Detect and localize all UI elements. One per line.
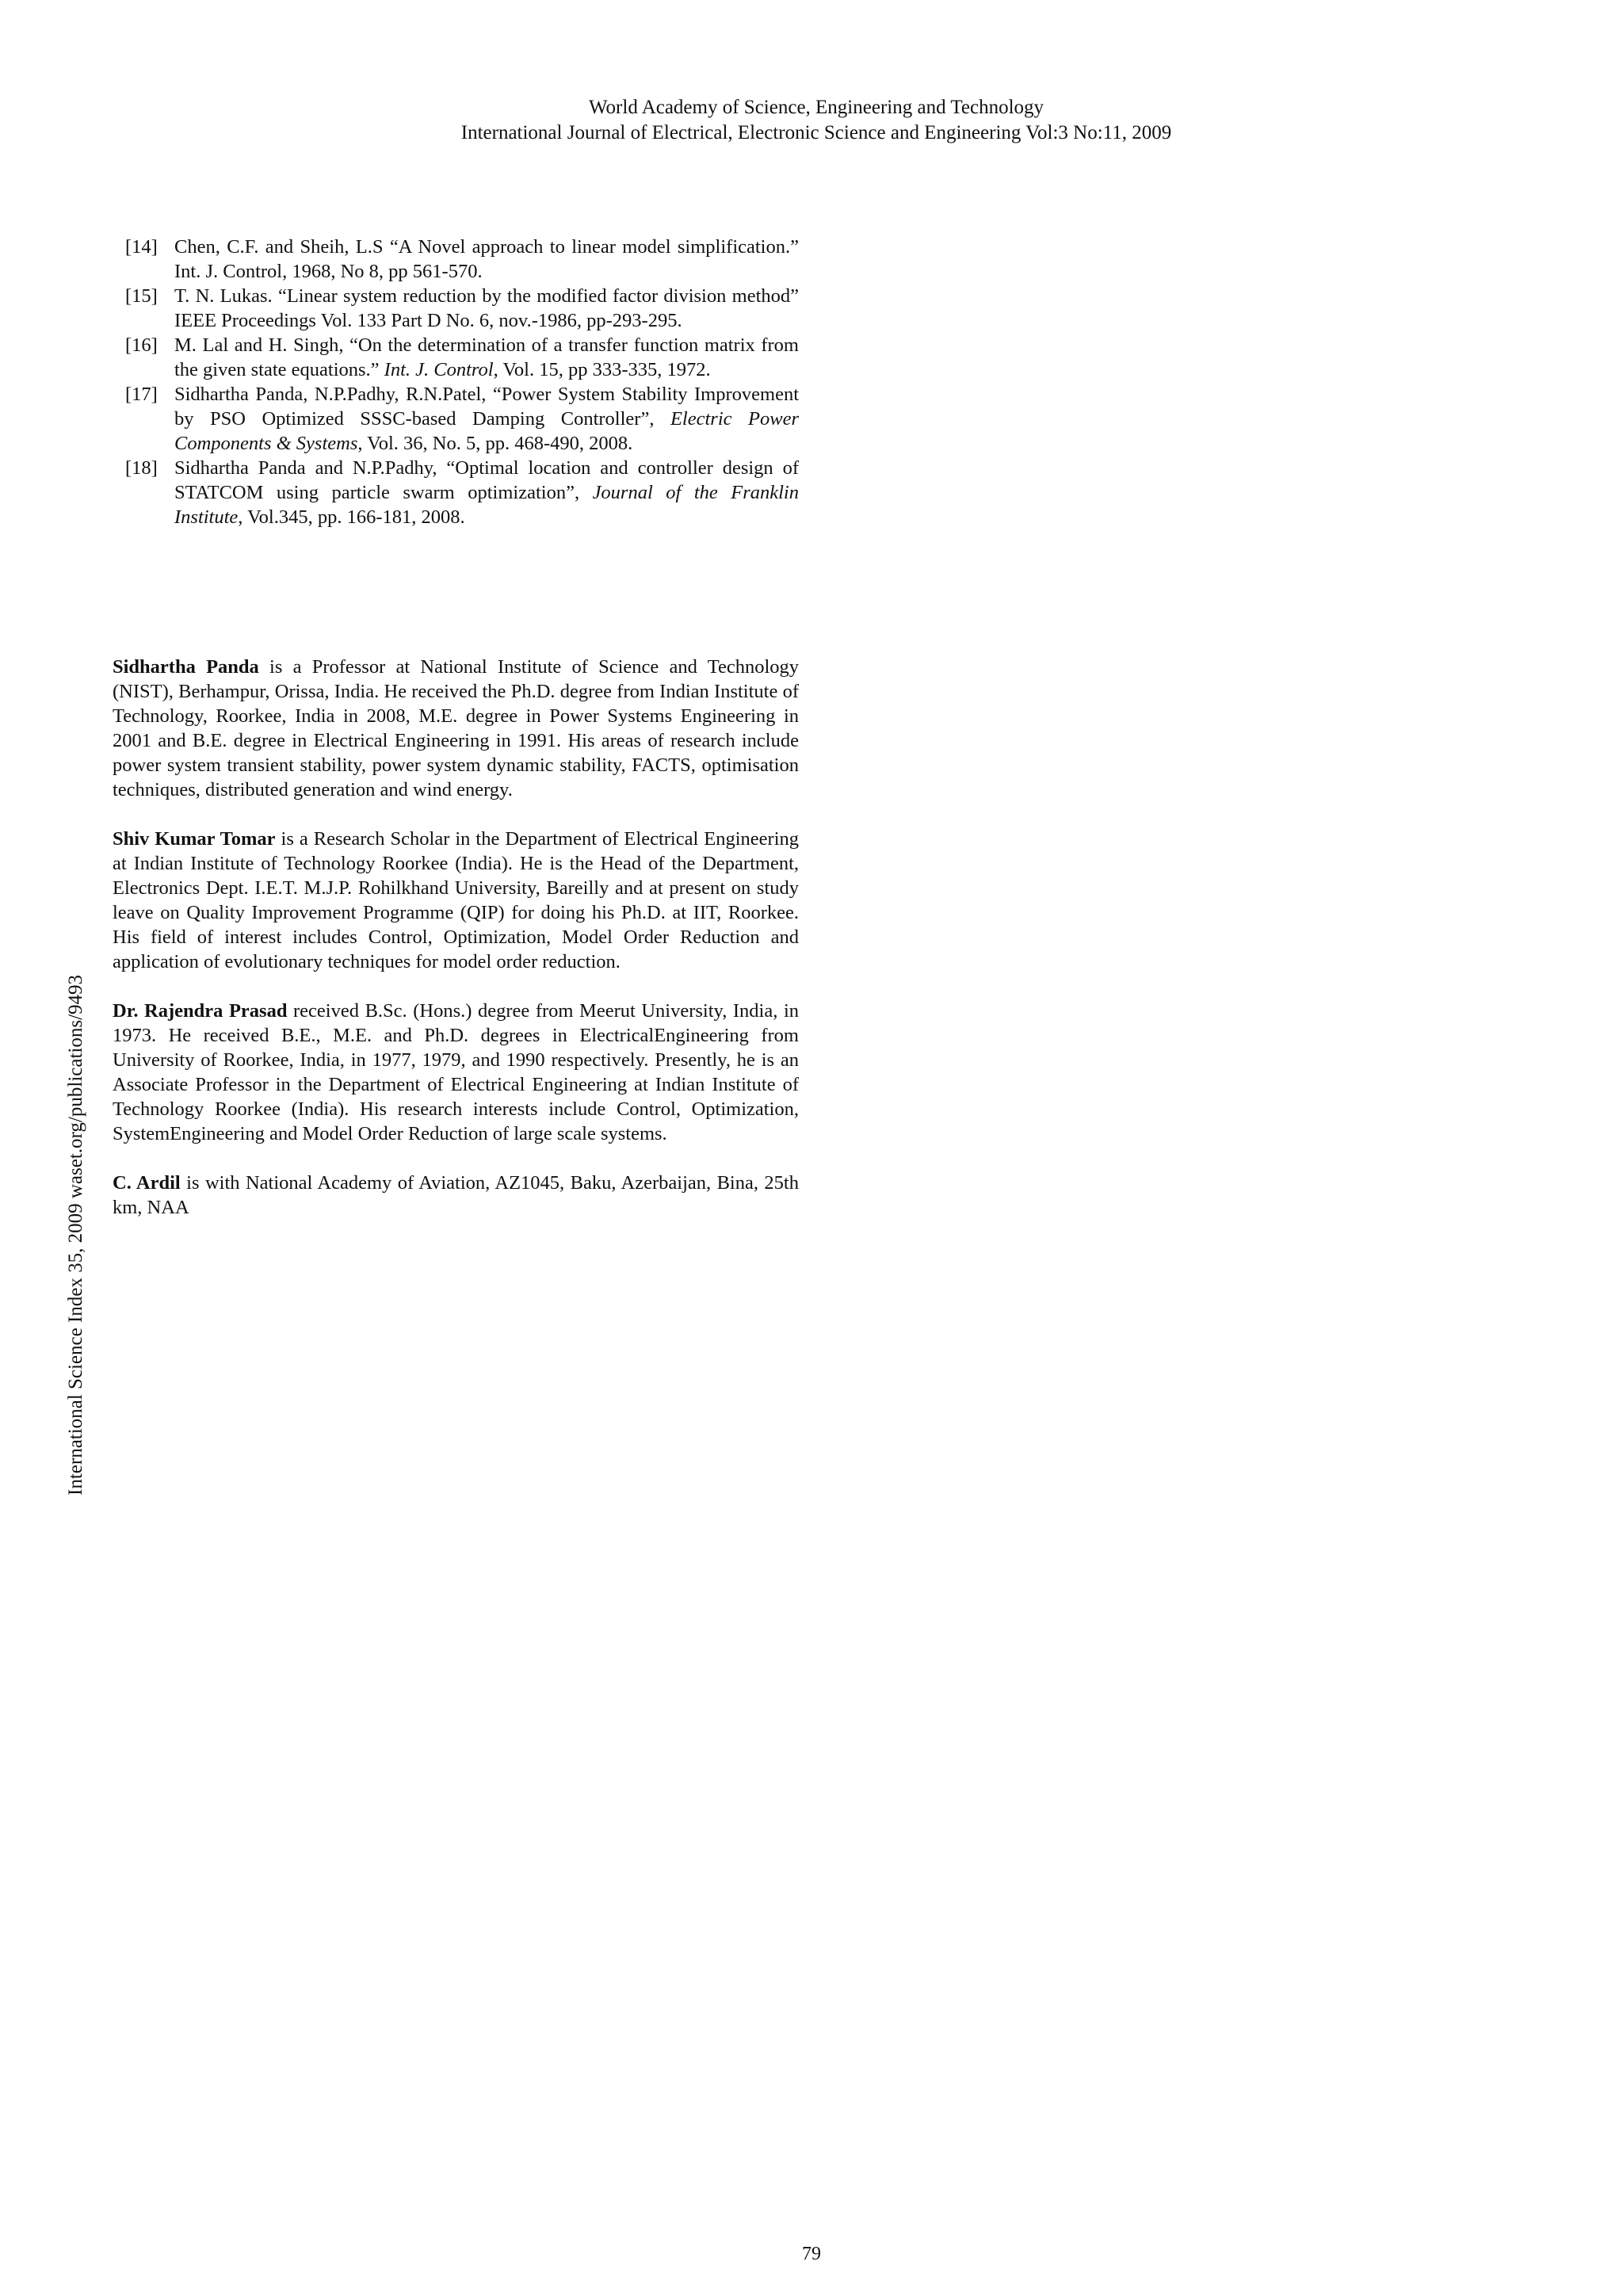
reference-text: Chen, C.F. and Sheih, L.S “A Novel approach to linear model simplification.” Int. J. Control, 1968, No 8, pp 561-570. [174, 236, 799, 282]
reference-item [113, 382, 799, 456]
reference-number: [15] [125, 285, 158, 307]
author-bio [113, 999, 799, 1146]
author-name: Dr. Rajendra Prasad [113, 1000, 288, 1022]
reference-text-part: , Vol.345, pp. 166-181, 2008. [238, 506, 465, 528]
author-bio-text: is a Professor at National Institute of Science and Technology (NIST), Berhampur, Orissa, India. He received the Ph.D. degree from Indian Institute of Technology, Roorkee, India in 2008, M.E. degree in Power Systems Engineering in 2001 and B.E. degree in Electrical Engineering in 1991. His areas of research include power system transient stability, power system dynamic stability, FACTS, optimisation techniques, distributed generation and wind energy. [113, 656, 799, 800]
author-name: Sidhartha Panda [113, 656, 259, 678]
reference-journal: Journal of the Franklin Institute [174, 482, 799, 528]
reference-item [113, 456, 799, 529]
reference-text [174, 457, 799, 528]
reference-journal: Electric Power Components & Systems [174, 408, 799, 454]
reference-number: [14] [125, 236, 158, 258]
author-bio-text: is a Research Scholar in the Department of Electrical Engineering at Indian Institute of Technology Roorkee (India). He is the Head of the Department, Electronics Dept. I.E.T. M.J.P. Rohilkhand University, Bareilly and at present on study leave on Quality Improvement Programme (QIP) for doing his Ph.D. at IIT, Roorkee. His field of interest includes Control, Optimization, Model Order Reduction and application of evolutionary techniques for model order reduction. [113, 828, 800, 972]
reference-text [174, 384, 799, 454]
reference-text [174, 334, 799, 380]
author-bio [113, 655, 799, 802]
reference-text-part: , Vol. 15, pp 333-335, 1972. [493, 359, 711, 380]
reference-text-part: , Vol. 36, No. 5, pp. 468-490, 2008. [357, 433, 633, 454]
author-bio-text: received B.Sc. (Hons.) degree from Meerut University, India, in 1973. He received B.E., M.E. and Ph.D. degrees in ElectricalEngineering from University of Roorkee, India, in 1977, 1979, and 1990 respectively. Presently, he is an Associate Professor in the Department of Electrical Engineering at Indian Institute of Technology Roorkee (India). His research interests include Control, Optimization, SystemEngineering and Model Order Reduction of large scale systems. [113, 1000, 799, 1144]
reference-item [113, 235, 799, 284]
reference-item [113, 333, 799, 382]
header-publisher: World Academy of Science, Engineering and Technology [588, 97, 1044, 118]
author-name: C. Ardil [113, 1172, 181, 1194]
author-bio-text: is with National Academy of Aviation, AZ1045, Baku, Azerbaijan, Bina, 25th km, NAA [113, 1172, 799, 1218]
reference-journal: Int. J. Control [384, 359, 494, 380]
reference-text: T. N. Lukas. “Linear system reduction by the modified factor division method” IEEE Proceedings Vol. 133 Part D No. 6, nov.-1986, pp-293-295. [174, 285, 799, 331]
reference-item [113, 284, 799, 333]
reference-number: [17] [125, 384, 158, 405]
references-list [113, 235, 799, 529]
reference-number: [16] [125, 334, 158, 356]
page-number: 79 [802, 2244, 821, 2264]
reference-text-part: Sidhartha Panda, N.P.Padhy, R.N.Patel, “Power System Stability Improvement by PSO Optimized SSSC-based Damping Controller”, [174, 384, 799, 430]
side-watermark: International Science Index 35, 2009 waset.org/publications/9493 [65, 974, 86, 1496]
reference-text-part: M. Lal and H. Singh, “On the determination of a transfer function matrix from the given state equations.” [174, 334, 799, 380]
header-journal: International Journal of Electrical, Electronic Science and Engineering Vol:3 No:11, 2009 [460, 122, 1172, 143]
reference-number: [18] [125, 457, 158, 479]
author-bio [113, 1171, 799, 1220]
reference-text-part: Sidhartha Panda and N.P.Padhy, “Optimal location and controller design of STATCOM using particle swarm optimization”, [174, 457, 799, 503]
author-biographies [113, 655, 799, 1244]
author-bio [113, 827, 799, 974]
author-name: Shiv Kumar Tomar [113, 828, 276, 850]
